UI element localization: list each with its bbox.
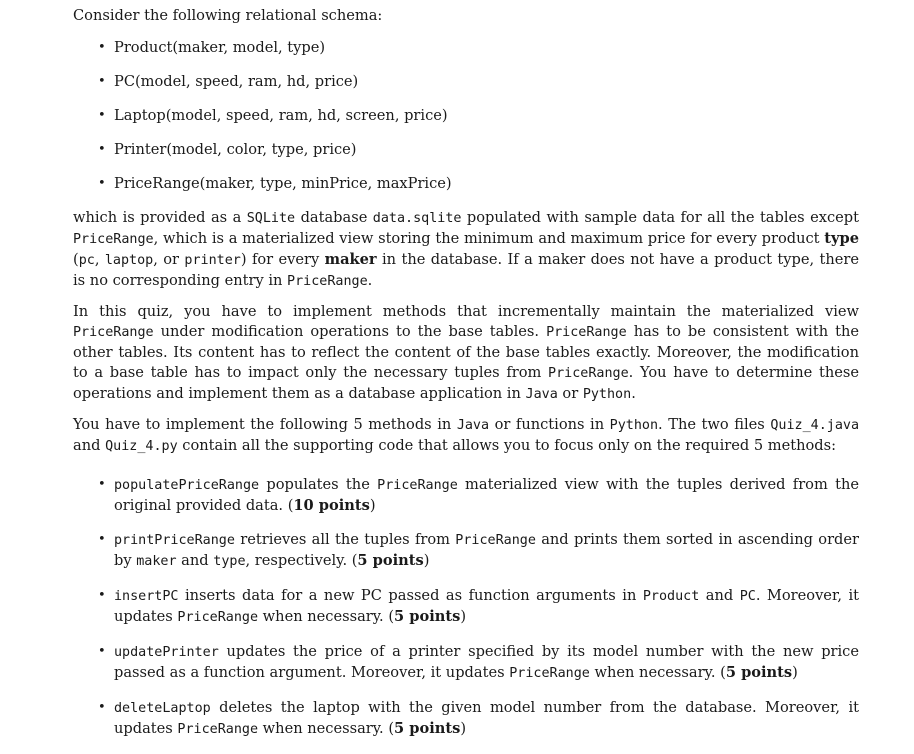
method-item-delete: • deleteLaptop deletes the laptop with the given model number from the database. Moreover, it updates PriceRange when necessary. (5 points) (98, 699, 859, 737)
schema-item-pc: • PC(model, speed, ram, hd, price) (98, 73, 359, 90)
bullet-icon: • (98, 532, 106, 547)
paragraph-methods-intro: You have to implement the following 5 methods in Java or functions in Python. The two files Quiz_4.java and Quiz_4.py contain all the supporting code that allows you to focus only on the required 5 methods: (73, 416, 860, 454)
bullet-icon: • (98, 108, 106, 123)
schema-item-pricerange: • PriceRange(maker, type, minPrice, maxPrice) (98, 175, 452, 192)
bullet-icon: • (98, 644, 106, 659)
bullet-icon: • (98, 700, 106, 715)
method-item-insert: • insertPC inserts data for a new PC passed as function arguments in Product and PC. Moreover, it updates PriceRange when necessary. (5 points) (98, 587, 859, 625)
bullet-icon: • (98, 176, 106, 191)
schema-list (73, 38, 859, 194)
schema-intro: Consider the following relational schema: (73, 7, 383, 24)
bullet-icon: • (98, 588, 106, 603)
method-item-update: • updatePrinter updates the price of a printer specified by its model number with the new price passed as a function argument. Moreover, it updates PriceRange when necessary. (5 points) (98, 643, 859, 681)
bullet-icon: • (98, 40, 106, 55)
document-page (73, 6, 859, 754)
schema-item-product: • Product(maker, model, type) (98, 39, 326, 56)
bullet-icon: • (98, 74, 106, 89)
methods-list (73, 475, 859, 740)
bullet-icon: • (98, 142, 106, 157)
schema-item-printer: • Printer(model, color, type, price) (98, 141, 357, 158)
method-item-populate: • populatePriceRange populates the PriceRange materialized view with the tuples derived from the original provided data. (10 points) (98, 476, 860, 514)
method-item-print: • printPriceRange retrieves all the tuples from PriceRange and prints them sorted in ascending order by maker and type, respectively. (5 points) (98, 531, 859, 569)
bullet-icon: • (98, 477, 106, 492)
paragraph-quiz-description: In this quiz, you have to implement methods that incrementally maintain the materialized view PriceRange under modification operations to the base tables. PriceRange has to be consistent with the other tables. Its content has to reflect the content of the base tables exactly. Moreover, the modification to a base table has to impact only the necessary tuples from PriceRange. You have to determine these operations and implement them as a database application in Java or Python. (73, 303, 860, 402)
schema-item-laptop: • Laptop(model, speed, ram, hd, screen, price) (98, 107, 448, 124)
paragraph-database-description: which is provided as a SQLite database data.sqlite populated with sample data for all the tables except PriceRange, which is a materialized view storing the minimum and maximum price for every product type (pc, laptop, or printer) for every maker in the database. If a maker does not have a product type, there is no corresponding entry in PriceRange. (73, 209, 859, 289)
